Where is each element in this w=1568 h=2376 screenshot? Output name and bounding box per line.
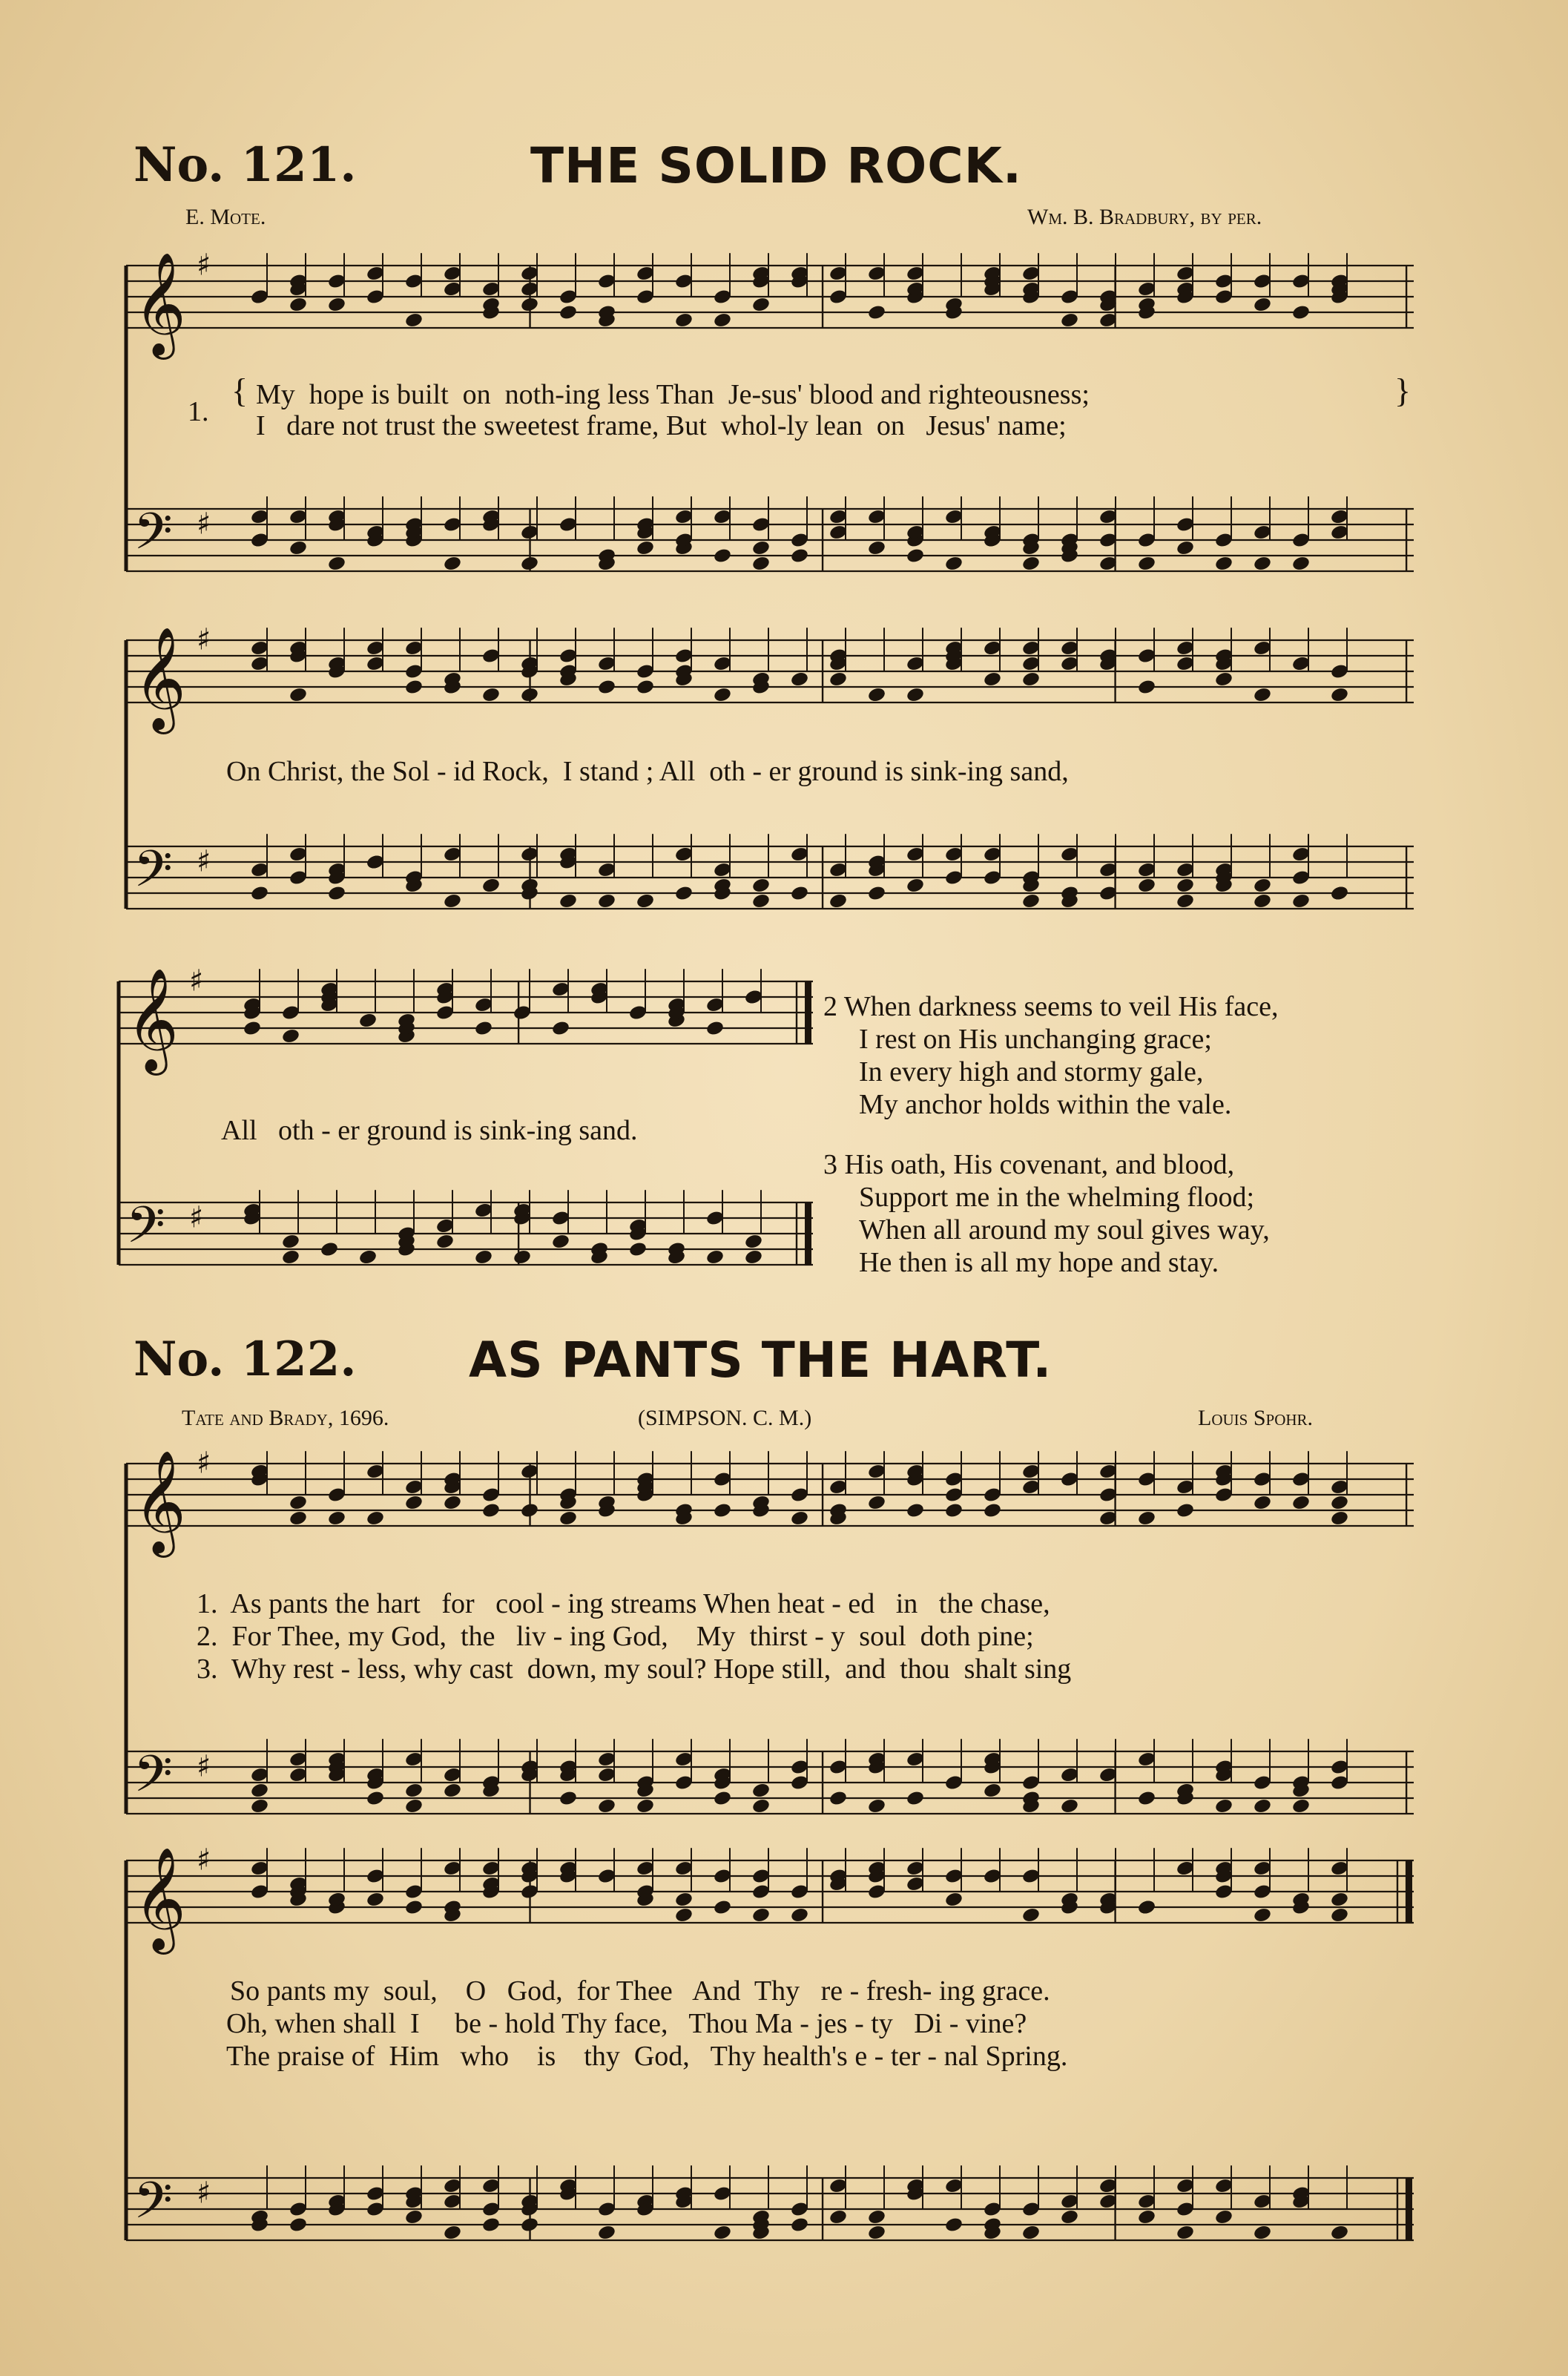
notehead bbox=[713, 1790, 732, 1807]
notehead bbox=[250, 1782, 269, 1799]
notehead bbox=[404, 312, 424, 329]
notehead bbox=[713, 1899, 732, 1916]
notehead bbox=[1060, 1797, 1079, 1814]
notehead bbox=[250, 885, 269, 902]
verse-2-line-2: I rest on His unchanging grace; bbox=[859, 1024, 1212, 1055]
hymn-122-line-5: Oh, when shall I be - hold Thy face, Thou Ma - jes - ty Di - vine? bbox=[226, 2008, 1027, 2039]
notehead bbox=[790, 1906, 809, 1923]
hymn-122-line-6: The praise of Him who is thy God, Thy health's e - ter - nal Spring. bbox=[226, 2041, 1068, 2072]
notehead bbox=[1291, 555, 1311, 572]
notehead bbox=[867, 885, 886, 902]
notehead bbox=[597, 2224, 616, 2241]
notehead bbox=[404, 2208, 424, 2225]
notehead bbox=[790, 885, 809, 902]
notehead bbox=[751, 1906, 771, 1923]
notehead bbox=[443, 1782, 462, 1799]
notehead bbox=[520, 686, 539, 703]
notehead bbox=[327, 1510, 346, 1527]
notehead bbox=[1253, 877, 1272, 894]
notehead bbox=[1330, 1494, 1349, 1511]
notehead bbox=[829, 2208, 848, 2225]
notehead bbox=[705, 1248, 725, 1266]
notehead bbox=[474, 1248, 493, 1266]
notehead bbox=[281, 1027, 300, 1044]
verse-2-line-3: In every high and stormy gale, bbox=[859, 1056, 1204, 1087]
treble-clef-icon: 𝄞 bbox=[134, 252, 186, 355]
bass-clef-icon: 𝄢 bbox=[134, 840, 173, 911]
hymn-122-line-1: 1. As pants the hart for cool - ing streams When heat - ed in the chase, bbox=[197, 1588, 1050, 1619]
notehead bbox=[327, 885, 346, 902]
notehead bbox=[1253, 555, 1272, 572]
notehead bbox=[944, 555, 963, 572]
sharp-icon: ♯ bbox=[189, 1200, 204, 1235]
notehead bbox=[1291, 304, 1311, 321]
notehead bbox=[597, 679, 616, 696]
notehead bbox=[1137, 679, 1156, 696]
notehead bbox=[751, 296, 771, 313]
notehead bbox=[481, 877, 501, 894]
notehead bbox=[744, 1248, 763, 1266]
notehead bbox=[520, 555, 539, 572]
notehead bbox=[1137, 2208, 1156, 2225]
notehead bbox=[1253, 686, 1272, 703]
notehead bbox=[1214, 671, 1233, 688]
treble-clef-icon: 𝄞 bbox=[134, 627, 186, 730]
notehead bbox=[559, 892, 578, 909]
notehead bbox=[790, 2217, 809, 2234]
sharp-icon: ♯ bbox=[197, 1749, 211, 1784]
treble-clef-icon: 𝄞 bbox=[126, 968, 179, 1071]
hymn-121-verse-number: 1. bbox=[188, 396, 209, 427]
notehead bbox=[867, 1797, 886, 1814]
notehead bbox=[829, 1790, 848, 1807]
notehead bbox=[906, 877, 925, 894]
notehead bbox=[404, 1494, 424, 1511]
notehead bbox=[1021, 671, 1041, 688]
notehead bbox=[1330, 686, 1349, 703]
hymn-121-refrain-end: All oth - er ground is sink-ing sand. bbox=[221, 1115, 638, 1146]
notehead bbox=[790, 1510, 809, 1527]
notehead bbox=[358, 1012, 378, 1029]
notehead bbox=[1330, 1891, 1349, 1908]
notehead bbox=[751, 877, 771, 894]
hymn-122-line-4: So pants my soul, O God, for Thee And Thy re - fresh- ing grace. bbox=[230, 1975, 1050, 2007]
notehead bbox=[320, 1241, 339, 1258]
notehead bbox=[636, 1797, 655, 1814]
notehead bbox=[520, 2217, 539, 2234]
verse-3-line-1: 3 His oath, His covenant, and blood, bbox=[823, 1149, 1235, 1180]
notehead bbox=[674, 1906, 694, 1923]
notehead bbox=[1214, 1797, 1233, 1814]
hymn-122-number: No. 122. bbox=[134, 1332, 357, 1387]
bass-clef-icon: 𝄢 bbox=[134, 503, 173, 573]
notehead bbox=[559, 1510, 578, 1527]
notehead bbox=[751, 1782, 771, 1799]
notehead bbox=[867, 1494, 886, 1511]
sharp-icon: ♯ bbox=[197, 622, 211, 657]
notehead bbox=[1330, 1906, 1349, 1923]
verse-2-line-1: 2 When darkness seems to veil His face, bbox=[823, 991, 1279, 1022]
notehead bbox=[474, 1020, 493, 1037]
notehead bbox=[1214, 555, 1233, 572]
hymn-121-refrain: On Christ, the Sol - id Rock, I stand ; All oth - er ground is sink-ing sand, bbox=[226, 756, 1069, 787]
notehead bbox=[983, 1782, 1002, 1799]
hymn-121-brace-right: } bbox=[1394, 372, 1411, 409]
notehead bbox=[443, 555, 462, 572]
sharp-icon: ♯ bbox=[197, 844, 211, 879]
final-barline bbox=[1406, 2178, 1412, 2240]
hymn-121-title: THE SOLID ROCK. bbox=[530, 137, 1022, 194]
notehead bbox=[906, 686, 925, 703]
notehead bbox=[435, 1233, 455, 1250]
notehead bbox=[1021, 2224, 1041, 2241]
notehead bbox=[520, 1502, 539, 1519]
notehead bbox=[1137, 877, 1156, 894]
sharp-icon: ♯ bbox=[197, 248, 211, 283]
notehead bbox=[713, 1502, 732, 1519]
notehead bbox=[1214, 2208, 1233, 2225]
notehead bbox=[1176, 1502, 1195, 1519]
notehead bbox=[1137, 1510, 1156, 1527]
notehead bbox=[1291, 1494, 1311, 1511]
hymn-122-line-3: 3. Why rest - less, why cast down, my soul? Hope still, and thou shalt sing bbox=[197, 1653, 1072, 1685]
hymn-121-composer: Wm. B. Bradbury, by per. bbox=[1027, 205, 1262, 229]
notehead bbox=[404, 679, 424, 696]
notehead bbox=[867, 304, 886, 321]
notehead bbox=[1330, 885, 1349, 902]
notehead bbox=[867, 2208, 886, 2225]
notehead bbox=[289, 2217, 308, 2234]
notehead bbox=[983, 671, 1002, 688]
notehead bbox=[1253, 892, 1272, 909]
notehead bbox=[327, 555, 346, 572]
sharp-icon: ♯ bbox=[189, 964, 204, 998]
hymn-121-line-1a: My hope is built on noth-ing less Than Je-sus' blood and righteousness; bbox=[256, 379, 1090, 410]
verse-3-line-3: When all around my soul gives way, bbox=[859, 1214, 1270, 1245]
sharp-icon: ♯ bbox=[197, 2176, 211, 2211]
notehead bbox=[751, 892, 771, 909]
notehead bbox=[1330, 1510, 1349, 1527]
final-barline bbox=[806, 981, 811, 1044]
notehead bbox=[713, 686, 732, 703]
notehead bbox=[674, 1891, 694, 1908]
notehead bbox=[289, 686, 308, 703]
notehead bbox=[443, 1494, 462, 1511]
notehead bbox=[289, 1494, 308, 1511]
notehead bbox=[559, 304, 578, 321]
notehead bbox=[636, 539, 655, 556]
notehead bbox=[1021, 892, 1041, 909]
notehead bbox=[790, 547, 809, 565]
hymn-122-author: Tate and Brady, 1696. bbox=[182, 1406, 389, 1430]
notehead bbox=[1291, 892, 1311, 909]
hymn-122-composer: Louis Spohr. bbox=[1198, 1406, 1314, 1430]
notehead bbox=[751, 1797, 771, 1814]
notehead bbox=[520, 296, 539, 313]
bass-clef-icon: 𝄢 bbox=[134, 1745, 173, 1816]
notehead bbox=[481, 2217, 501, 2234]
notehead bbox=[551, 1020, 570, 1037]
notehead bbox=[983, 1502, 1002, 1519]
sharp-icon: ♯ bbox=[197, 1446, 211, 1481]
notehead bbox=[358, 1248, 378, 1266]
notehead bbox=[1021, 555, 1041, 572]
notehead bbox=[751, 555, 771, 572]
notehead bbox=[705, 1020, 725, 1037]
final-barline bbox=[1406, 1860, 1412, 1923]
notehead bbox=[1137, 555, 1156, 572]
notehead bbox=[1330, 2224, 1349, 2241]
notehead bbox=[829, 892, 848, 909]
notehead bbox=[366, 1891, 385, 1908]
notehead bbox=[1060, 2208, 1079, 2225]
notehead bbox=[744, 1233, 763, 1250]
hymn-122-line-2: 2. For Thee, my God, the liv - ing God, My thirst - y soul doth pine; bbox=[197, 1621, 1034, 1652]
notehead bbox=[1291, 1797, 1311, 1814]
notehead bbox=[829, 671, 848, 688]
notehead bbox=[674, 312, 694, 329]
bass-clef-icon: 𝄢 bbox=[126, 1197, 165, 1267]
notehead bbox=[289, 1510, 308, 1527]
notehead bbox=[1253, 1494, 1272, 1511]
notehead bbox=[867, 686, 886, 703]
notehead bbox=[1253, 296, 1272, 313]
notehead bbox=[628, 1241, 648, 1258]
notehead bbox=[327, 296, 346, 313]
notehead bbox=[751, 539, 771, 556]
notehead bbox=[867, 539, 886, 556]
hymn-121-verse-3 bbox=[823, 1148, 1270, 1279]
notehead bbox=[1176, 539, 1195, 556]
notehead bbox=[289, 296, 308, 313]
notehead bbox=[1137, 1790, 1156, 1807]
verse-3-line-4: He then is all my hope and stay. bbox=[859, 1247, 1219, 1278]
final-barline bbox=[806, 1202, 811, 1265]
notehead bbox=[250, 1797, 269, 1814]
notehead bbox=[404, 1899, 424, 1916]
notehead bbox=[906, 1790, 925, 1807]
verse-2-line-4: My anchor holds within the vale. bbox=[859, 1089, 1232, 1120]
treble-clef-icon: 𝄞 bbox=[134, 1450, 186, 1553]
hymn-121-brace-left: { bbox=[231, 372, 248, 409]
notehead bbox=[944, 1502, 963, 1519]
notehead bbox=[674, 885, 694, 902]
notehead bbox=[906, 1502, 925, 1519]
notehead bbox=[366, 1510, 385, 1527]
notehead bbox=[443, 2224, 462, 2241]
notehead bbox=[867, 2224, 886, 2241]
notehead bbox=[559, 1790, 578, 1807]
notehead bbox=[944, 1891, 963, 1908]
notehead bbox=[713, 547, 732, 565]
notehead bbox=[636, 679, 655, 696]
verse-3-line-2: Support me in the whelming flood; bbox=[859, 1182, 1255, 1213]
hymn-122-tune: (SIMPSON. C. M.) bbox=[638, 1406, 812, 1430]
treble-clef-icon: 𝄞 bbox=[134, 1847, 186, 1950]
notehead bbox=[281, 1233, 300, 1250]
notehead bbox=[713, 2224, 732, 2241]
notehead bbox=[1021, 1906, 1041, 1923]
notehead bbox=[597, 892, 616, 909]
notehead bbox=[404, 1782, 424, 1799]
hymn-121-line-1b: I dare not trust the sweetest frame, But whol-ly lean on Jesus' name; bbox=[256, 410, 1067, 441]
notehead bbox=[1137, 1899, 1156, 1916]
notehead bbox=[1176, 892, 1195, 909]
notehead bbox=[513, 1248, 532, 1266]
notehead bbox=[636, 892, 655, 909]
notehead bbox=[289, 539, 308, 556]
notehead bbox=[906, 547, 925, 565]
notehead bbox=[597, 1797, 616, 1814]
notehead bbox=[1176, 877, 1195, 894]
notehead bbox=[443, 892, 462, 909]
notehead bbox=[944, 2217, 963, 2234]
notehead bbox=[1253, 1906, 1272, 1923]
sharp-icon: ♯ bbox=[197, 1843, 211, 1878]
notehead bbox=[790, 671, 809, 688]
bass-clef-icon: 𝄢 bbox=[134, 2172, 173, 2242]
hymn-121-number: No. 121. bbox=[134, 137, 357, 193]
notehead bbox=[713, 312, 732, 329]
notehead bbox=[551, 1233, 570, 1250]
sharp-icon: ♯ bbox=[197, 507, 211, 542]
notehead bbox=[481, 686, 501, 703]
hymn-122-title: AS PANTS THE HART. bbox=[469, 1332, 1053, 1389]
notehead bbox=[404, 1797, 424, 1814]
notehead bbox=[1176, 2224, 1195, 2241]
notehead bbox=[366, 1790, 385, 1807]
notehead bbox=[1253, 1797, 1272, 1814]
notehead bbox=[243, 1020, 262, 1037]
notehead bbox=[1060, 312, 1079, 329]
notehead bbox=[281, 1248, 300, 1266]
notehead bbox=[481, 1502, 501, 1519]
hymn-121-author: E. Mote. bbox=[185, 205, 266, 229]
notehead bbox=[1253, 2224, 1272, 2241]
hymn-121-verse-2 bbox=[823, 990, 1278, 1121]
